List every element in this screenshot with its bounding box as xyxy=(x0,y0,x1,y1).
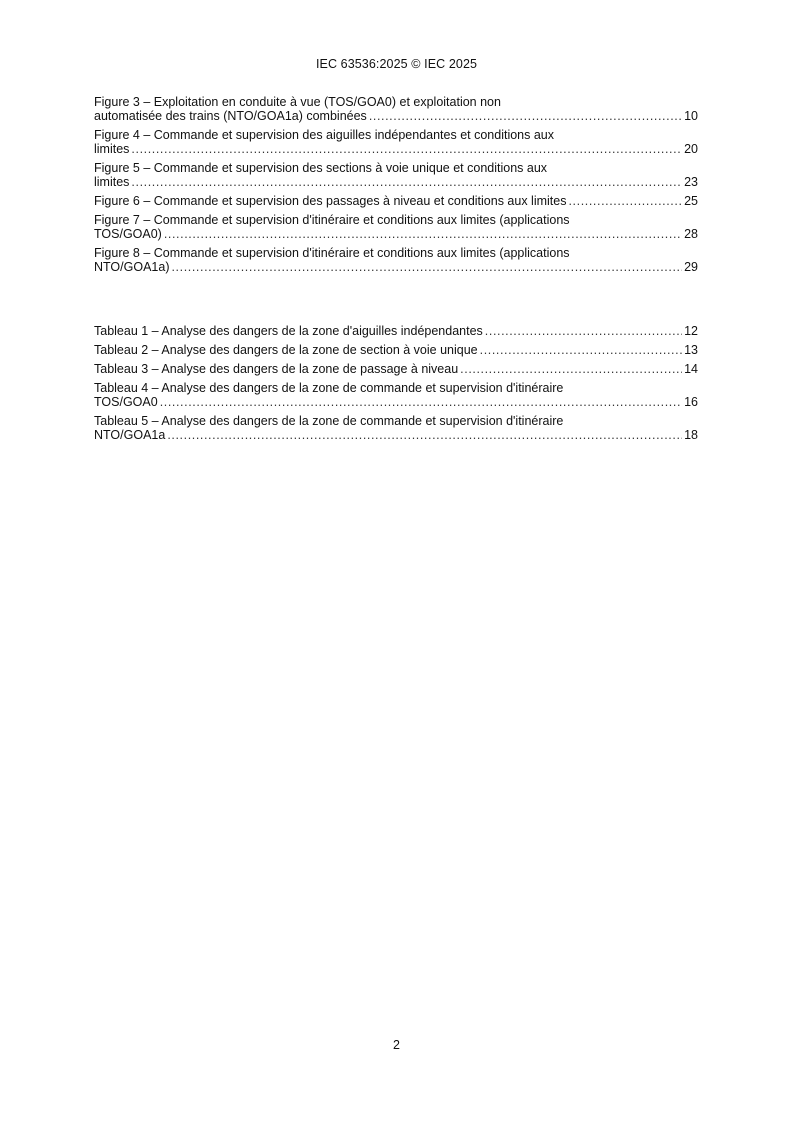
toc-entry-text: Tableau 1 – Analyse des dangers de la zone d'aiguilles indépendantes xyxy=(94,324,483,338)
dot-leader xyxy=(171,260,682,274)
toc-page-number: 29 xyxy=(684,260,698,274)
toc-entry-text: Figure 5 – Commande et supervision des sections à voie unique et conditions aux xyxy=(94,161,548,175)
toc-entry-text: Tableau 5 – Analyse des dangers de la zone de commande et supervision d'itinéraire xyxy=(94,414,564,428)
toc-entry-text: TOS/GOA0 xyxy=(94,395,158,409)
toc-page-number: 12 xyxy=(684,324,698,338)
toc-entry-figure-7[interactable] xyxy=(94,213,698,241)
toc-page-number: 20 xyxy=(684,142,698,156)
toc-page-number: 13 xyxy=(684,343,698,357)
toc-entry-text: Figure 3 – Exploitation en conduite à vue (TOS/GOA0) et exploitation non xyxy=(94,95,501,109)
toc-entry-text: Figure 7 – Commande et supervision d'itinéraire et conditions aux limites (applications xyxy=(94,213,570,227)
toc-entry-figure-4[interactable] xyxy=(94,128,698,156)
toc-page-number: 23 xyxy=(684,175,698,189)
toc-entry-text: NTO/GOA1a xyxy=(94,428,166,442)
page-header: IEC 63536:2025 © IEC 2025 xyxy=(315,57,478,71)
toc-page-number: 16 xyxy=(684,395,698,409)
toc-entry-text: Tableau 3 – Analyse des dangers de la zone de passage à niveau xyxy=(94,362,459,376)
toc-page-number: 10 xyxy=(684,109,698,123)
toc-entry-text: NTO/GOA1a) xyxy=(94,260,170,274)
toc-page-number: 18 xyxy=(684,428,698,442)
list-of-figures xyxy=(94,95,698,279)
list-of-tables xyxy=(94,324,698,447)
dot-leader xyxy=(131,142,682,156)
toc-entry-text: limites xyxy=(94,175,130,189)
toc-entry-figure-3[interactable] xyxy=(94,95,698,123)
dot-leader xyxy=(160,395,682,409)
toc-entry-text: Figure 4 – Commande et supervision des aiguilles indépendantes et conditions aux xyxy=(94,128,555,142)
dot-leader xyxy=(369,109,682,123)
toc-entry-table-4[interactable] xyxy=(94,381,698,409)
dot-leader xyxy=(164,227,682,241)
toc-page-number: 25 xyxy=(684,194,698,208)
toc-entry-table-3[interactable] xyxy=(94,362,698,376)
toc-entry-text: limites xyxy=(94,142,130,156)
toc-entry-table-1[interactable] xyxy=(94,324,698,338)
dot-leader xyxy=(131,175,682,189)
page-number: 2 xyxy=(393,1038,400,1052)
toc-entry-text: TOS/GOA0) xyxy=(94,227,162,241)
toc-entry-table-2[interactable] xyxy=(94,343,698,357)
toc-entry-text: Figure 8 – Commande et supervision d'itinéraire et conditions aux limites (applications xyxy=(94,246,570,260)
toc-entry-text: automatisée des trains (NTO/GOA1a) combinées xyxy=(94,109,367,123)
toc-entry-table-5[interactable] xyxy=(94,414,698,442)
toc-entry-figure-8[interactable] xyxy=(94,246,698,274)
toc-entry-figure-5[interactable] xyxy=(94,161,698,189)
toc-entry-text: Figure 6 – Commande et supervision des passages à niveau et conditions aux limites xyxy=(94,194,567,208)
toc-page-number: 14 xyxy=(684,362,698,376)
dot-leader xyxy=(485,324,682,338)
toc-entry-text: Tableau 4 – Analyse des dangers de la zone de commande et supervision d'itinéraire xyxy=(94,381,564,395)
toc-entry-text: Tableau 2 – Analyse des dangers de la zone de section à voie unique xyxy=(94,343,478,357)
dot-leader xyxy=(568,194,682,208)
dot-leader xyxy=(480,343,682,357)
toc-entry-figure-6[interactable] xyxy=(94,194,698,208)
dot-leader xyxy=(460,362,682,376)
dot-leader xyxy=(167,428,682,442)
toc-page-number: 28 xyxy=(684,227,698,241)
